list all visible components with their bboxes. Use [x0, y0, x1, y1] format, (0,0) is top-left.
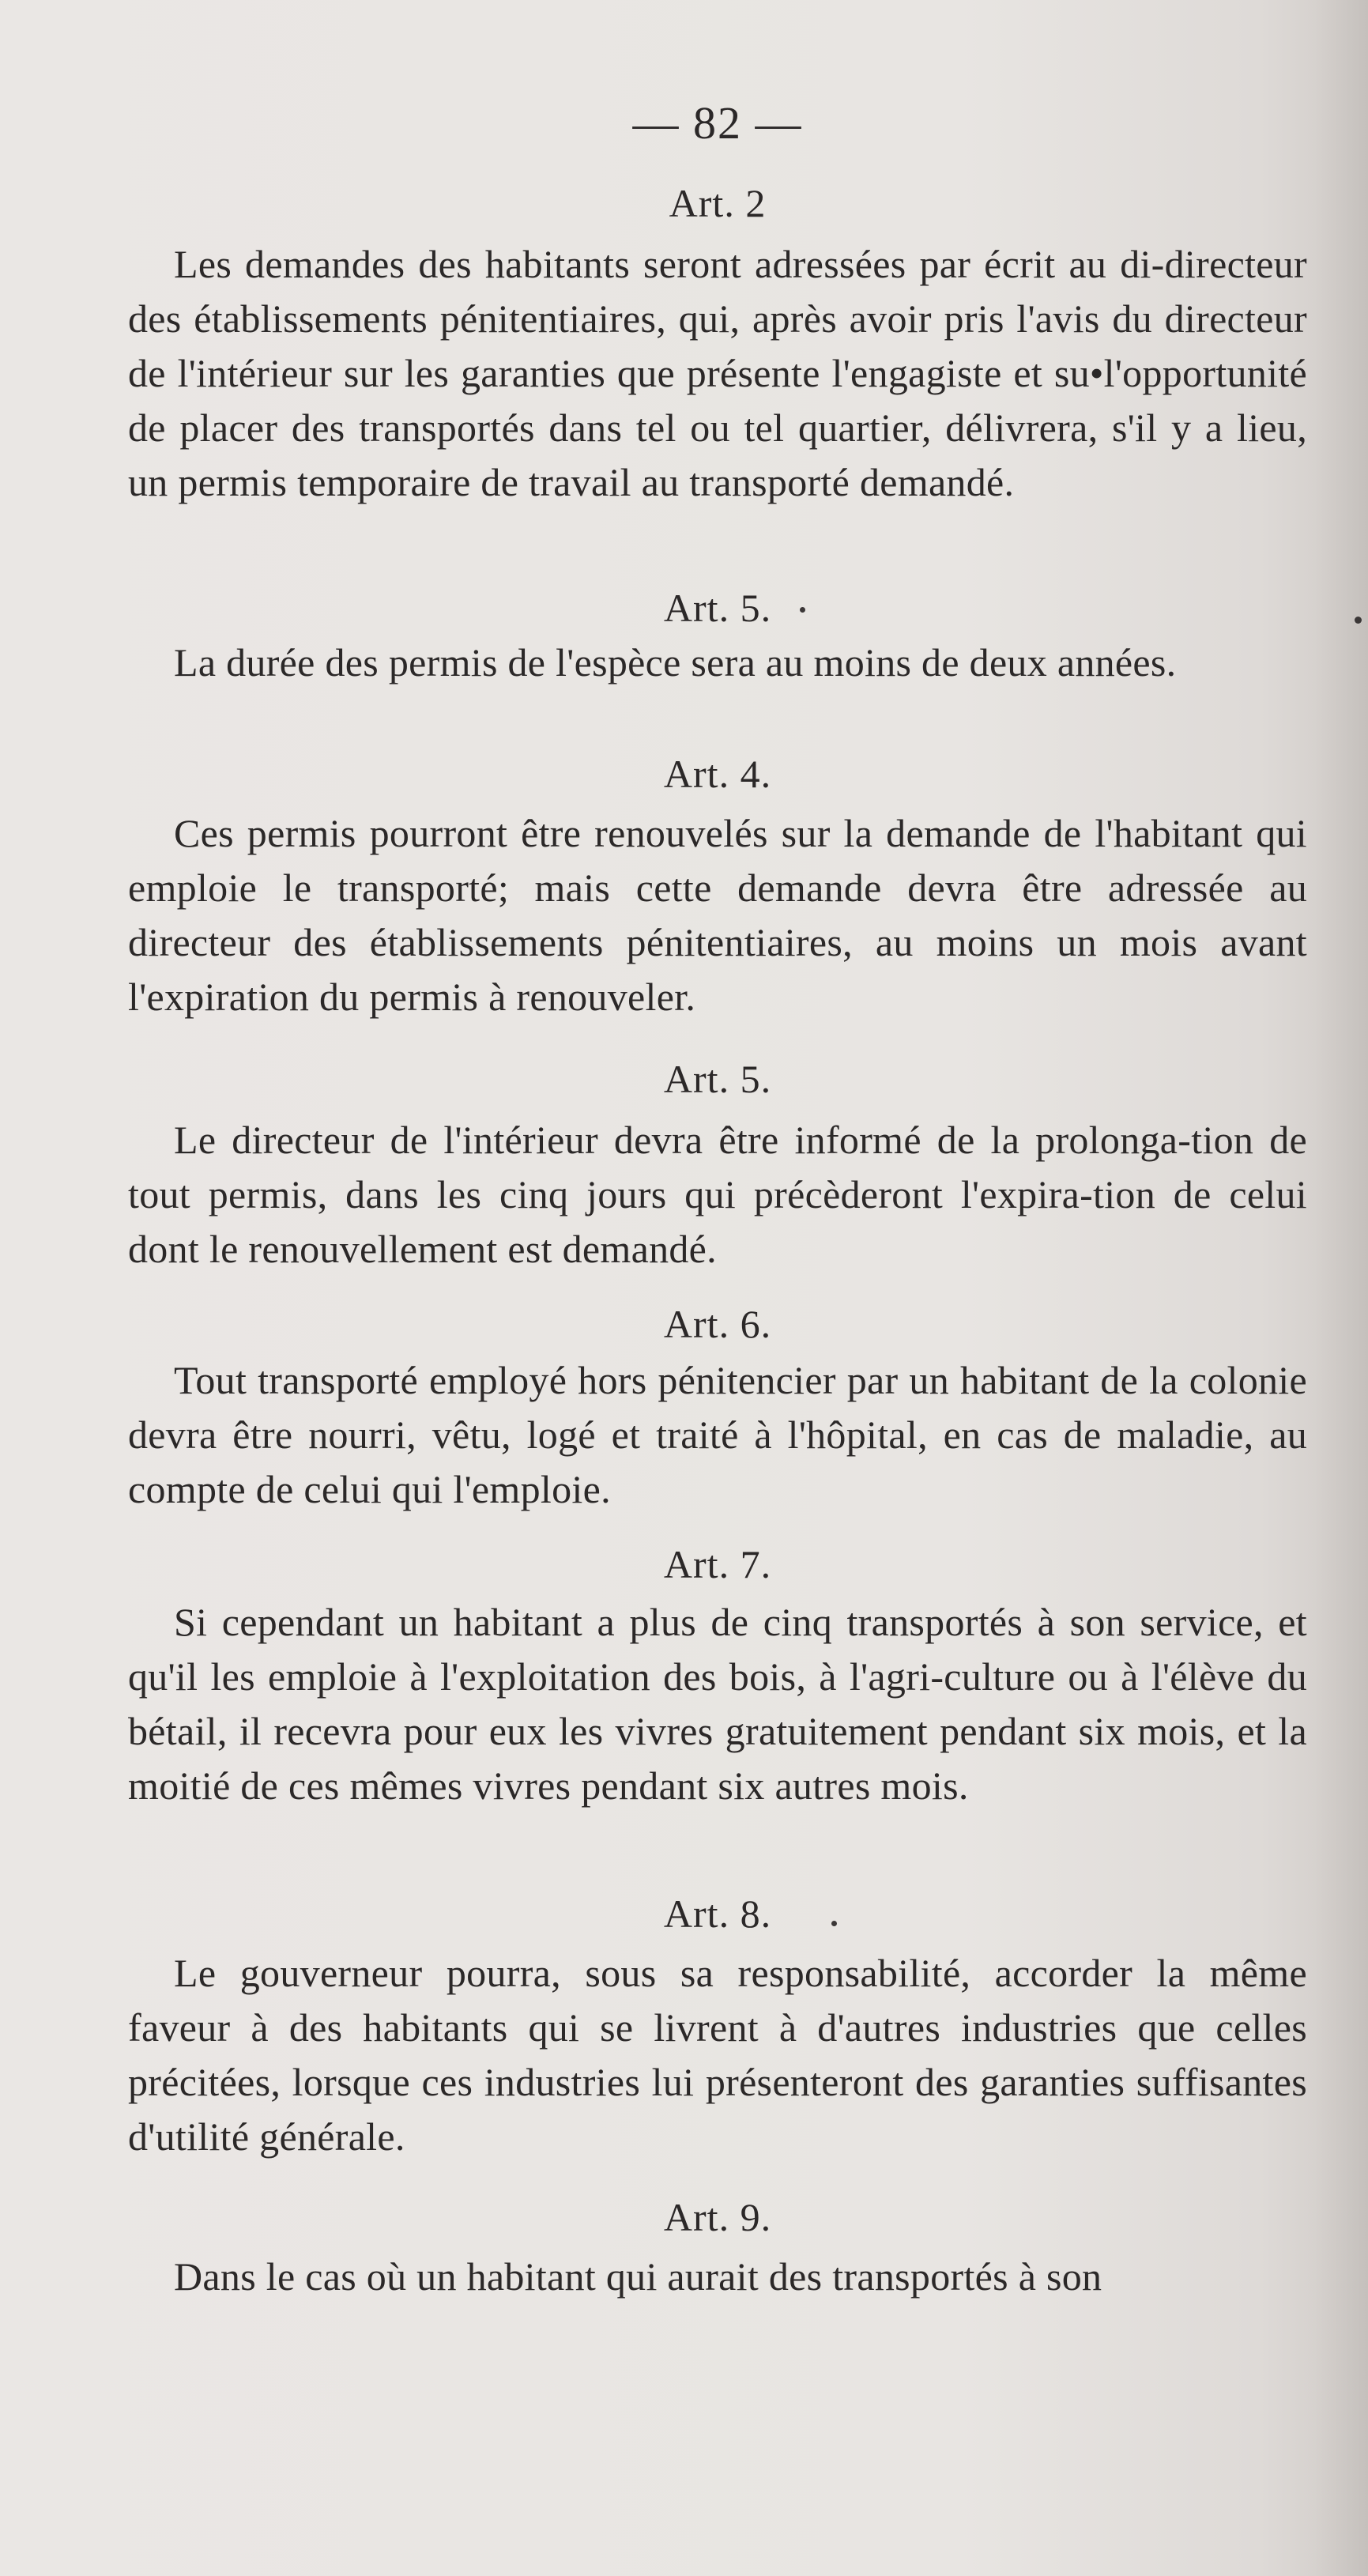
article-7-text: Si cependant un habitant a plus de cinq transportés à son service, et qu'il les emploie à l'exploitation des bois, à l'agri-culture ou à l'élève du bétail, il recevra pour eux les vivres gratuitement pendant six mois, et la moitié de ces mêmes vivres pendant six autres mois.	[128, 1600, 1307, 1808]
ink-speck	[1355, 617, 1362, 624]
article-2-heading: Art. 2	[669, 181, 767, 225]
article-3-heading: Art. 5.	[663, 586, 772, 630]
article-6-text: Tout transporté employé hors pénitencier par un habitant de la colonie devra être nourri, vêtu, logé et traité à l'hôpital, en cas de maladie, au compte de celui qui l'emploie.	[128, 1358, 1307, 1511]
article-8-text: Le gouverneur pourra, sous sa responsabilité, accorder la même faveur à des habitants qui se livrent à d'autres industries que celles précitées, lorsque ces industries lui présenteront des garanties suffisantes d'utilité générale.	[128, 1951, 1307, 2159]
article-6-heading: Art. 6.	[663, 1302, 772, 1346]
ink-speck	[800, 607, 805, 613]
article-9-heading: Art. 9.	[663, 2195, 772, 2239]
article-9-text: Dans le cas où un habitant qui aurait des transportés à son	[174, 2254, 1102, 2299]
article-4-heading: Art. 4.	[663, 752, 772, 796]
article-5-text: Le directeur de l'intérieur devra être informé de la prolonga-tion de tout permis, dans les cinq jours qui précèderont l'expira-tion de celui dont le renouvellement est demandé.	[128, 1118, 1307, 1271]
article-7-heading: Art. 7.	[663, 1542, 772, 1586]
article-3-text: La durée des permis de l'espèce sera au moins de deux années.	[174, 640, 1177, 685]
article-2-text: Les demandes des habitants seront adressées par écrit au di-directeur des établissements pénitentiaires, qui, après avoir pris l'avis du directeur de l'intérieur sur les garanties que présente l'engagiste et su•l'opportunité de placer des transportés dans tel ou tel quartier, délivrera, s'il y a lieu, un permis temporaire de travail au transporté demandé.	[128, 242, 1307, 504]
article-8-heading: Art. 8.	[663, 1891, 772, 1936]
page-number: — 82 —	[632, 97, 803, 149]
ink-speck	[831, 1921, 837, 1926]
article-4-text: Ces permis pourront être renouvelés sur la demande de l'habitant qui emploie le transporté; mais cette demande devra être adressée au directeur des établissements pénitentiaires, au moins un mois avant l'expiration du permis à renouveler.	[128, 811, 1307, 1019]
article-5-heading: Art. 5.	[663, 1057, 772, 1101]
page-edge-shadow	[1313, 0, 1368, 2576]
